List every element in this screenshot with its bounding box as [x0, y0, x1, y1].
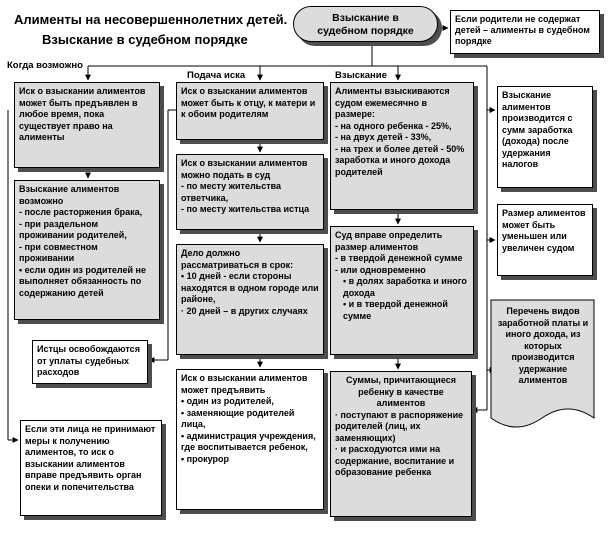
col3-sums-heading: Суммы, причитающиеся ребенку в качестве алиментов [346, 375, 456, 408]
col4-box-change [497, 204, 593, 276]
col1-possible-item: - после расторжения брака, [19, 207, 143, 217]
col2-court-item: - по месту жительства ответчика, [181, 181, 282, 203]
header-box [293, 6, 438, 42]
col4-document-list [494, 306, 592, 387]
col3-monthly-item: - на двух детей - 33%, [335, 132, 432, 142]
col2-box-court [176, 154, 324, 230]
col1-box-exempt-text: Истцы освобождаются от уплаты судебных расходов [37, 344, 140, 377]
col2-court-item: - по месту жительства истца [181, 204, 310, 214]
col4-document-list-text: Перечень видов заработной платы и иного дохода, из которых производится удержание алиментов [497, 306, 589, 385]
col1-possible-item: - при раздельном проживании родителей, [19, 218, 127, 240]
col3-sums-item: · и расходуются ими на содержание, воспитание и образование ребенка [335, 444, 455, 477]
col2-term-item: · 20 дней – в других случаях [181, 305, 308, 316]
col1-box-exempt [32, 340, 148, 384]
col3-sums-item: · поступают в распоряжение родителей (лиц, их заменяющих) [335, 409, 464, 443]
col3-box-amount [330, 226, 474, 355]
col4-box-after-tax [497, 86, 593, 188]
col2-term-item: • 10 дней - если стороны находятся в одном городе или районе, [181, 271, 319, 304]
col1-box-guardianship-text: Если эти лица не принимают меры к получению алиментов, то иск о взыскании алиментов вправе предъявить орган опеки и попечительства [25, 424, 156, 492]
note-box [450, 10, 600, 54]
col3-box-monthly [330, 82, 474, 210]
col3-amount-item: - в твердой денежной сумме [335, 253, 463, 263]
col2-box-defendants-text: Иск о взыскании алиментов может быть к отцу, к матери и к обоим родителям [181, 86, 316, 119]
col2-box-term [176, 244, 324, 355]
col3-amount-heading: Суд вправе определить размер алиментов [335, 230, 443, 252]
col2-court-heading: Иск о взыскании алиментов можно подать в суд [181, 158, 308, 180]
col1-box-anytime-text: Иск о взыскании алиментов может быть предъявлен в любое время, пока существует право на алименты [19, 86, 146, 142]
col3-monthly-heading: Алименты взыскиваются судом ежемесячно в размере: [335, 86, 450, 119]
col2-box-plaintiffs [176, 369, 324, 510]
col3-amount-item: - или одновременно [335, 264, 426, 275]
col2-plaintiffs-item: • один из родителей, [181, 396, 274, 406]
col3-amount-item: • и в твердой денежной сумме [343, 299, 448, 321]
col1-box-possible [14, 180, 160, 320]
col4-box-change-text: Размер алиментов может быть уменьшен или увеличен судом [502, 208, 586, 253]
col1-possible-item: - при совместном проживании [19, 241, 98, 263]
branch-label-filing: Подача иска [187, 70, 246, 81]
branch-label-collection: Взыскание [335, 70, 387, 81]
col2-plaintiffs-item: • заменяющие родителей лица, [181, 407, 295, 429]
page-subtitle: Взыскание в судебном порядке [42, 32, 248, 47]
col3-monthly-item: - на трех и более детей - 50% заработка и иного дохода родителей [335, 143, 465, 177]
col2-plaintiffs-heading: Иск о взыскании алиментов может предъявить [181, 373, 308, 395]
page-title: Алименты на несовершеннолетних детей. [14, 12, 288, 27]
note-text: Если родители не содержат детей – алименты в судебном порядке [455, 14, 590, 46]
col1-possible-item: • если один из родителей не выполняет обязанность по содержанию детей [19, 264, 146, 298]
col2-plaintiffs-item: • прокурор [181, 453, 229, 464]
col3-box-sums [330, 371, 472, 517]
col2-term-heading: Дело должно рассматриваться в срок: [181, 248, 294, 270]
col4-box-after-tax-text: Взыскание алиментов производится с сумм заработка (дохода) после удержания налогов [502, 90, 573, 169]
col1-box-anytime [14, 82, 160, 168]
branch-label-when: Когда возможно [7, 60, 83, 71]
col3-monthly-item: - на одного ребенка - 25%, [335, 120, 452, 131]
col3-amount-item: • в долях заработка и иного дохода [343, 276, 467, 298]
col2-box-defendants [176, 82, 324, 140]
header-box-text: Взыскание в судебном порядке [317, 12, 414, 37]
col1-box-guardianship [20, 420, 162, 516]
col1-possible-heading: Взыскание алиментов возможно [19, 184, 120, 206]
col2-plaintiffs-item: • администрация учреждения, где воспитывается ребенок, [181, 430, 316, 452]
